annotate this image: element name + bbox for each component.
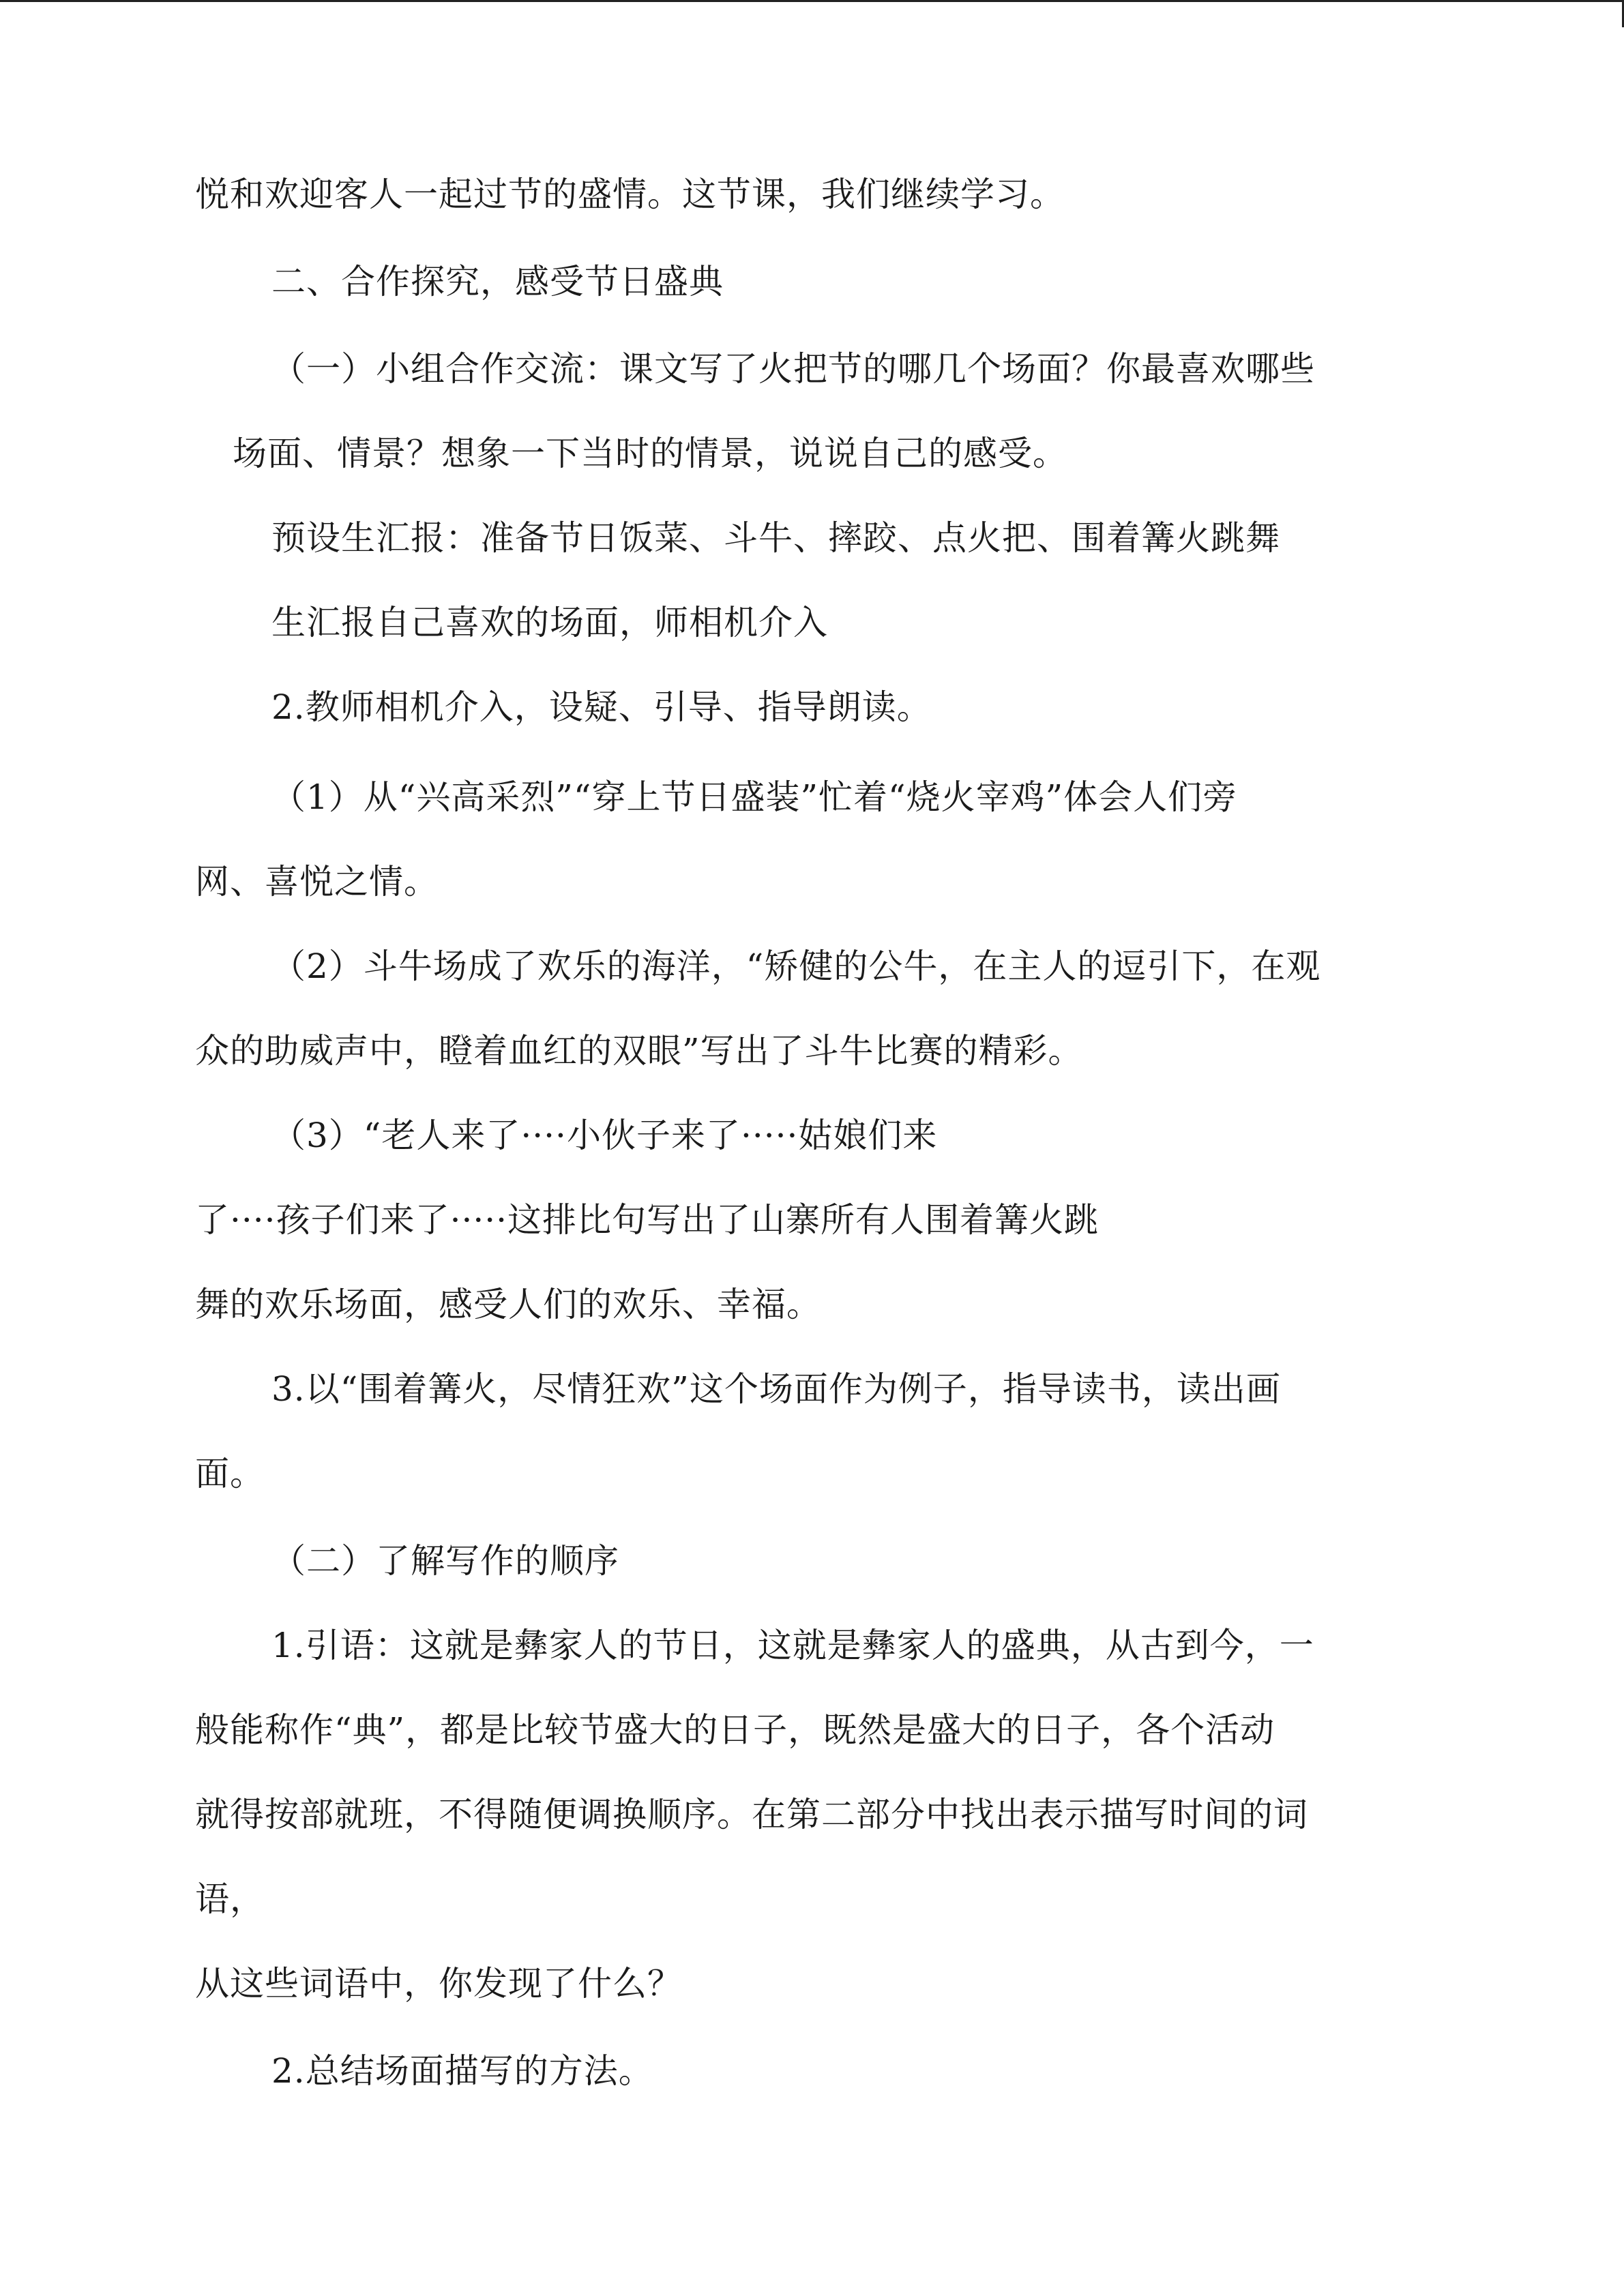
paragraph-line: 2.教师相机介入，设疑、引导、指导朗读。: [271, 687, 932, 727]
paragraph-line: 般能称作“典”，都是比较节盛大的日子，既然是盛大的日子，各个活动: [195, 1710, 1275, 1750]
paragraph-line: 语，: [195, 1879, 265, 1919]
paragraph-line: 从这些词语中，你发现了什么？: [195, 1964, 682, 2003]
section-heading: 二、合作探究，感受节日盛典: [271, 262, 724, 301]
paragraph-line: 悦和欢迎客人一起过节的盛情。这节课，我们继续学习。: [195, 175, 1065, 214]
paragraph-line: （1）从“兴高采烈”“穿上节日盛装”忙着“烧火宰鸡”体会人们旁: [271, 777, 1238, 817]
paragraph-line: 预设生汇报：准备节日饭菜、斗牛、摔跤、点火把、围着篝火跳舞: [271, 518, 1280, 558]
paragraph-line: 面。: [195, 1454, 265, 1493]
paragraph-line: 场面、情景？想象一下当时的情景，说说自己的感受。: [233, 434, 1067, 473]
subsection-heading: （二）了解写作的顺序: [271, 1541, 619, 1581]
paragraph-line: 众的助威声中，瞪着血红的双眼”写出了斗牛比赛的精彩。: [195, 1031, 1083, 1071]
paragraph-line: 生汇报自己喜欢的场面，师相机介入: [271, 603, 828, 642]
paragraph-line: （3）“老人来了····小伙子来了·····姑娘们来: [271, 1116, 938, 1155]
paragraph-line: 2.总结场面描写的方法。: [271, 2051, 653, 2091]
paragraph-line: 网、喜悦之情。: [195, 862, 439, 901]
paragraph-line: 就得按部就班，不得随便调换顺序。在第二部分中找出表示描写时间的词: [195, 1795, 1308, 1834]
subsection-heading: （一）小组合作交流：课文写了火把节的哪几个场面？你最喜欢哪些: [271, 349, 1315, 389]
paragraph-line: 舞的欢乐场面，感受人们的欢乐、幸福。: [195, 1285, 821, 1324]
paragraph-line: 了····孩子们来了·····这排比句写出了山寨所有人围着篝火跳: [195, 1200, 1099, 1240]
paragraph-line: （2）斗牛场成了欢乐的海洋，“矫健的公牛，在主人的逗引下，在观: [271, 946, 1321, 986]
paragraph-line: 1.引语：这就是彝家人的节日，这就是彝家人的盛典，从古到今，一: [271, 1626, 1314, 1665]
paragraph-line: 3.以“围着篝火，尽情狂欢”这个场面作为例子，指导读书，读出画: [271, 1369, 1281, 1409]
